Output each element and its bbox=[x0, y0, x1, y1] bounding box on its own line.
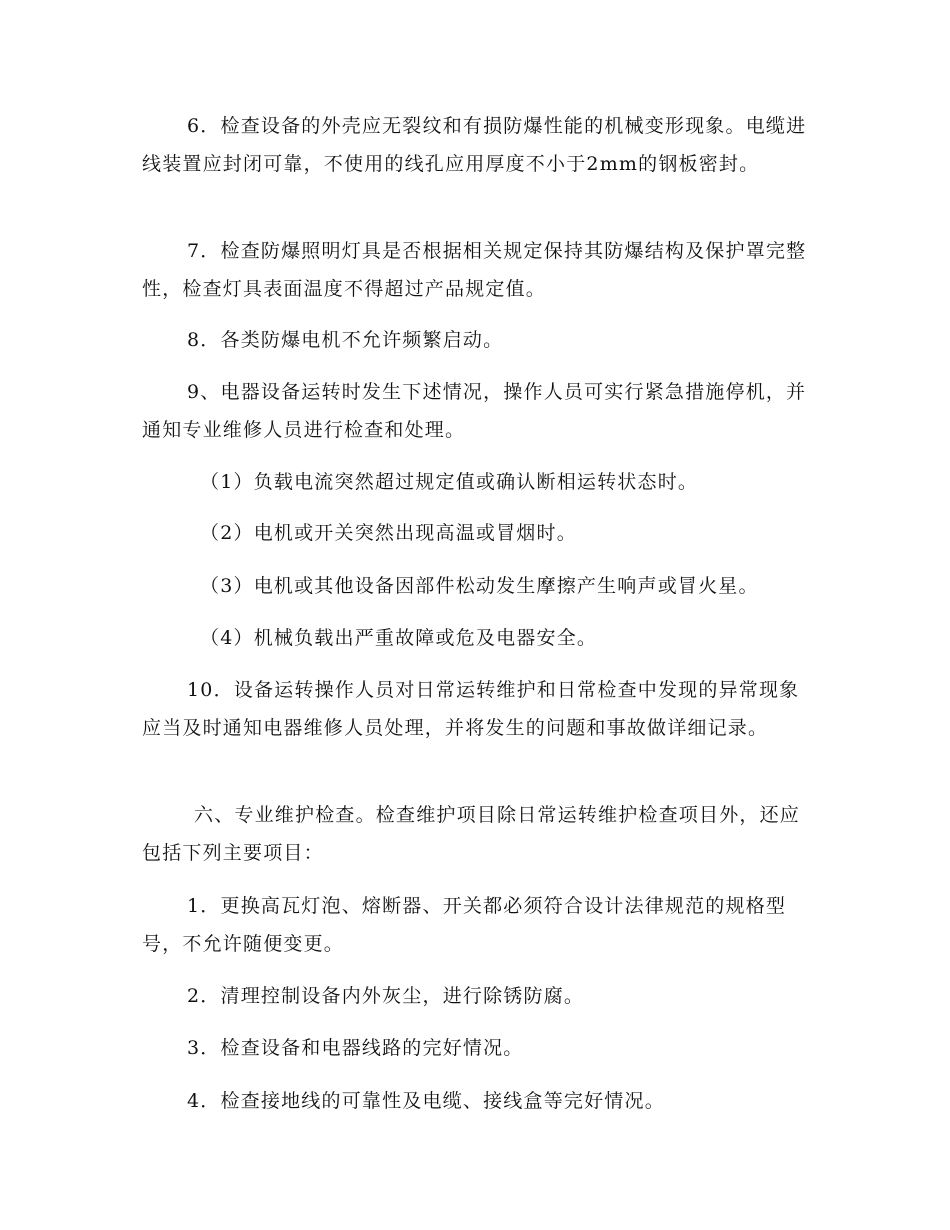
sub-item-3: （3）电机或其他设备因部件松动发生摩擦产生响声或冒火星。 bbox=[200, 575, 759, 597]
sub-item-4: （4）机械负载出严重故障或危及电器安全。 bbox=[200, 627, 598, 649]
sub-item-2: （2）电机或开关突然出现高温或冒烟时。 bbox=[200, 522, 577, 544]
paragraph-item-10: 10．设备运转操作人员对日常运转维护和日常检查中发现的异常现象应当及时通知电器维修人员处理，并将发生的问题和事故做详细记录。 bbox=[142, 679, 800, 739]
paragraph-item-7: 7．检查防爆照明灯具是否根据相关规定保持其防爆结构及保护罩完整性，检查灯具表面温度不得超过产品规定值。 bbox=[142, 240, 807, 300]
paragraph-item-9: 9、电器设备运转时发生下述情况，操作人员可实行紧急措施停机，并通知专业维修人员进行检查和处理。 bbox=[142, 381, 807, 441]
section-heading-six: 六、专业维护检查。检查维护项目除日常运转维护检查项目外，还应包括下列主要项目： bbox=[142, 804, 801, 864]
paragraph-item-6: 6．检查设备的外壳应无裂纹和有损防爆性能的机械变形现象。电缆进线装置应封闭可靠，不使用的线孔应用厚度不小于2mm的钢板密封。 bbox=[142, 115, 807, 175]
paragraph-item-1: 1．更换高瓦灯泡、熔断器、开关都必须符合设计法律规范的规格型号，不允许随便变更。 bbox=[142, 895, 787, 955]
paragraph-item-8: 8．各类防爆电机不允许频繁启动。 bbox=[187, 329, 504, 351]
sub-item-1: （1）负载电流突然超过规定值或确认断相运转状态时。 bbox=[200, 471, 699, 493]
paragraph-item-4: 4．检查接地线的可靠性及电缆、接线盒等完好情况。 bbox=[187, 1090, 665, 1112]
paragraph-item-2: 2．清理控制设备内外灰尘，进行除锈防腐。 bbox=[187, 985, 585, 1007]
paragraph-item-3: 3．检查设备和电器线路的完好情况。 bbox=[187, 1037, 524, 1059]
